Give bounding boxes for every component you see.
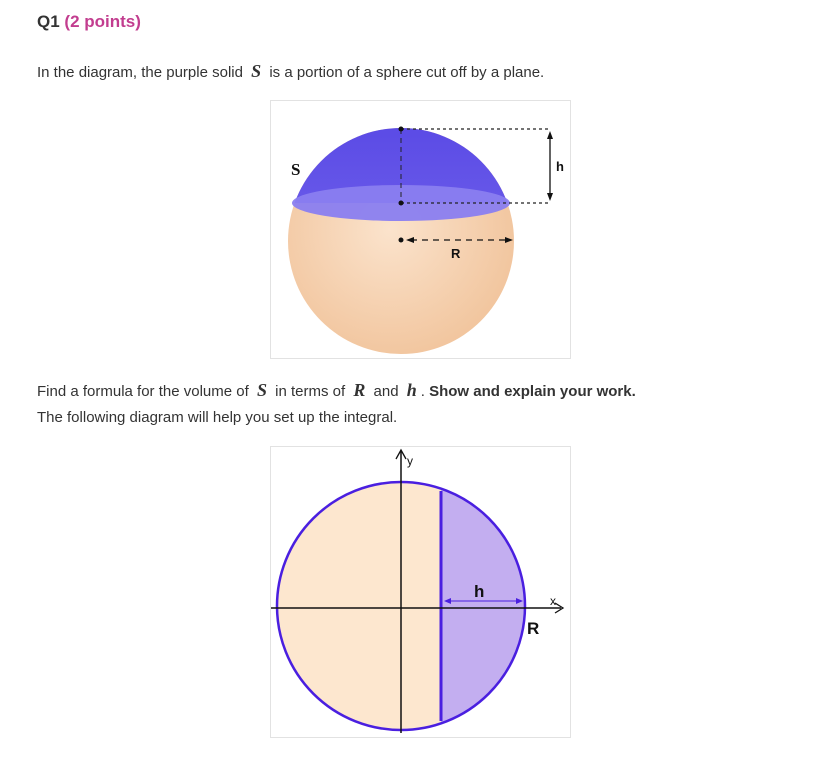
- cross-section-diagram: [271, 447, 570, 737]
- sphere-center-point: [399, 238, 404, 243]
- question-points: (2 points): [64, 12, 141, 31]
- intro-text-before: In the diagram, the purple solid: [37, 64, 243, 81]
- task-text-mid1: in terms of: [275, 383, 346, 400]
- label-h-2: h: [474, 582, 485, 601]
- segment-region: [441, 447, 570, 737]
- hint-paragraph: The following diagram will help you set up the integral.: [37, 409, 398, 426]
- h-arrow-head-up: [547, 131, 553, 139]
- task-text-mid2: and: [373, 383, 399, 400]
- intro-paragraph: [37, 61, 544, 82]
- task-text-before: Find a formula for the volume of: [37, 383, 249, 400]
- intro-symbol-s: S: [251, 61, 262, 81]
- sphere-cap-diagram: [271, 101, 570, 358]
- label-x: x: [550, 594, 556, 608]
- task-bold-instruction: Show and explain your work.: [429, 383, 636, 400]
- task-symbol-h: h: [406, 380, 417, 400]
- task-symbol-r: R: [353, 380, 366, 400]
- base-center-point: [399, 201, 404, 206]
- intro-text-after: is a portion of a sphere cut off by a plane.: [269, 64, 545, 81]
- question-title: [37, 12, 141, 32]
- h-arrow-head-down: [547, 193, 553, 201]
- top-point: [399, 127, 404, 132]
- sphere-cap-figure: [270, 100, 571, 359]
- question-number: Q1: [37, 12, 60, 31]
- label-h: h: [556, 159, 564, 174]
- task-dot: .: [420, 383, 425, 400]
- cross-section-figure: [270, 446, 571, 738]
- task-paragraph: [37, 380, 636, 401]
- task-symbol-s: S: [256, 380, 267, 400]
- label-r: R: [451, 246, 461, 261]
- label-y: y: [407, 454, 413, 468]
- label-r-2: R: [527, 619, 540, 638]
- label-s: S: [291, 160, 301, 179]
